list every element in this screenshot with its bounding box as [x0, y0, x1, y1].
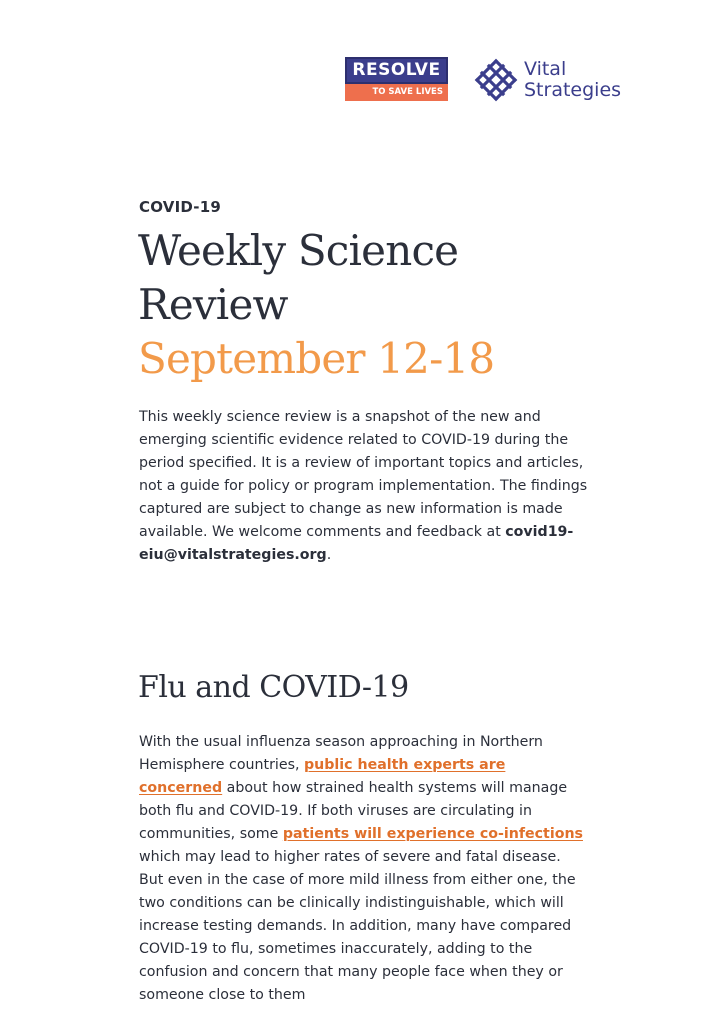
vital-wordmark-line2: Strategies — [524, 79, 622, 101]
document-title: Weekly Science Review — [138, 226, 459, 329]
link-public-health-experts[interactable]: public health experts are concerned — [139, 757, 506, 796]
date-range-heading: September 12-18 — [138, 334, 495, 383]
intro-text-end: . — [326, 547, 332, 563]
intro-text: This weekly science review is a snapshot of the new and emerging scientific evidence related to COVID-19 during the period specified. It is a review of important topics and articles, not a guide for policy or program implementation. The findings captured are subject to change as new information is made available. We welcome comments and feedback at — [139, 409, 588, 540]
lattice-mark-icon — [471, 55, 521, 105]
section-heading-flu: Flu and COVID-19 — [138, 670, 409, 705]
vital-strategies-wordmark — [524, 59, 621, 101]
vital-wordmark-line1: Vital — [524, 58, 567, 80]
intro-paragraph — [139, 406, 589, 567]
resolve-logo-bottom-text: TO SAVE LIVES — [345, 84, 448, 101]
vital-strategies-logo — [471, 55, 631, 107]
flu-text-1: With the usual influenza season approaching in Northern Hemisphere countries, — [139, 734, 543, 773]
flu-text-2: about how strained health systems will manage both flu and COVID-19. If both viruses are circulating in communities, some — [139, 780, 568, 842]
document-kicker: COVID-19 — [139, 198, 221, 216]
flu-text-3: which may lead to higher rates of severe and fatal disease. But even in the case of more mild illness from either one, the two conditions can be clinically indistinguishable, which will increase testing demands. In addition, many have compared COVID-19 to flu, sometimes inaccurately, adding to the confusion and concern that many people face when they or someone close to them — [139, 849, 576, 1003]
flu-paragraph — [139, 731, 589, 1007]
link-co-infections[interactable]: patients will experience co-infections — [282, 826, 583, 842]
resolve-logo-top-text: RESOLVE — [345, 57, 448, 84]
resolve-to-save-lives-logo — [345, 57, 448, 101]
feedback-email: covid19-eiu@vitalstrategies.org — [139, 524, 574, 563]
